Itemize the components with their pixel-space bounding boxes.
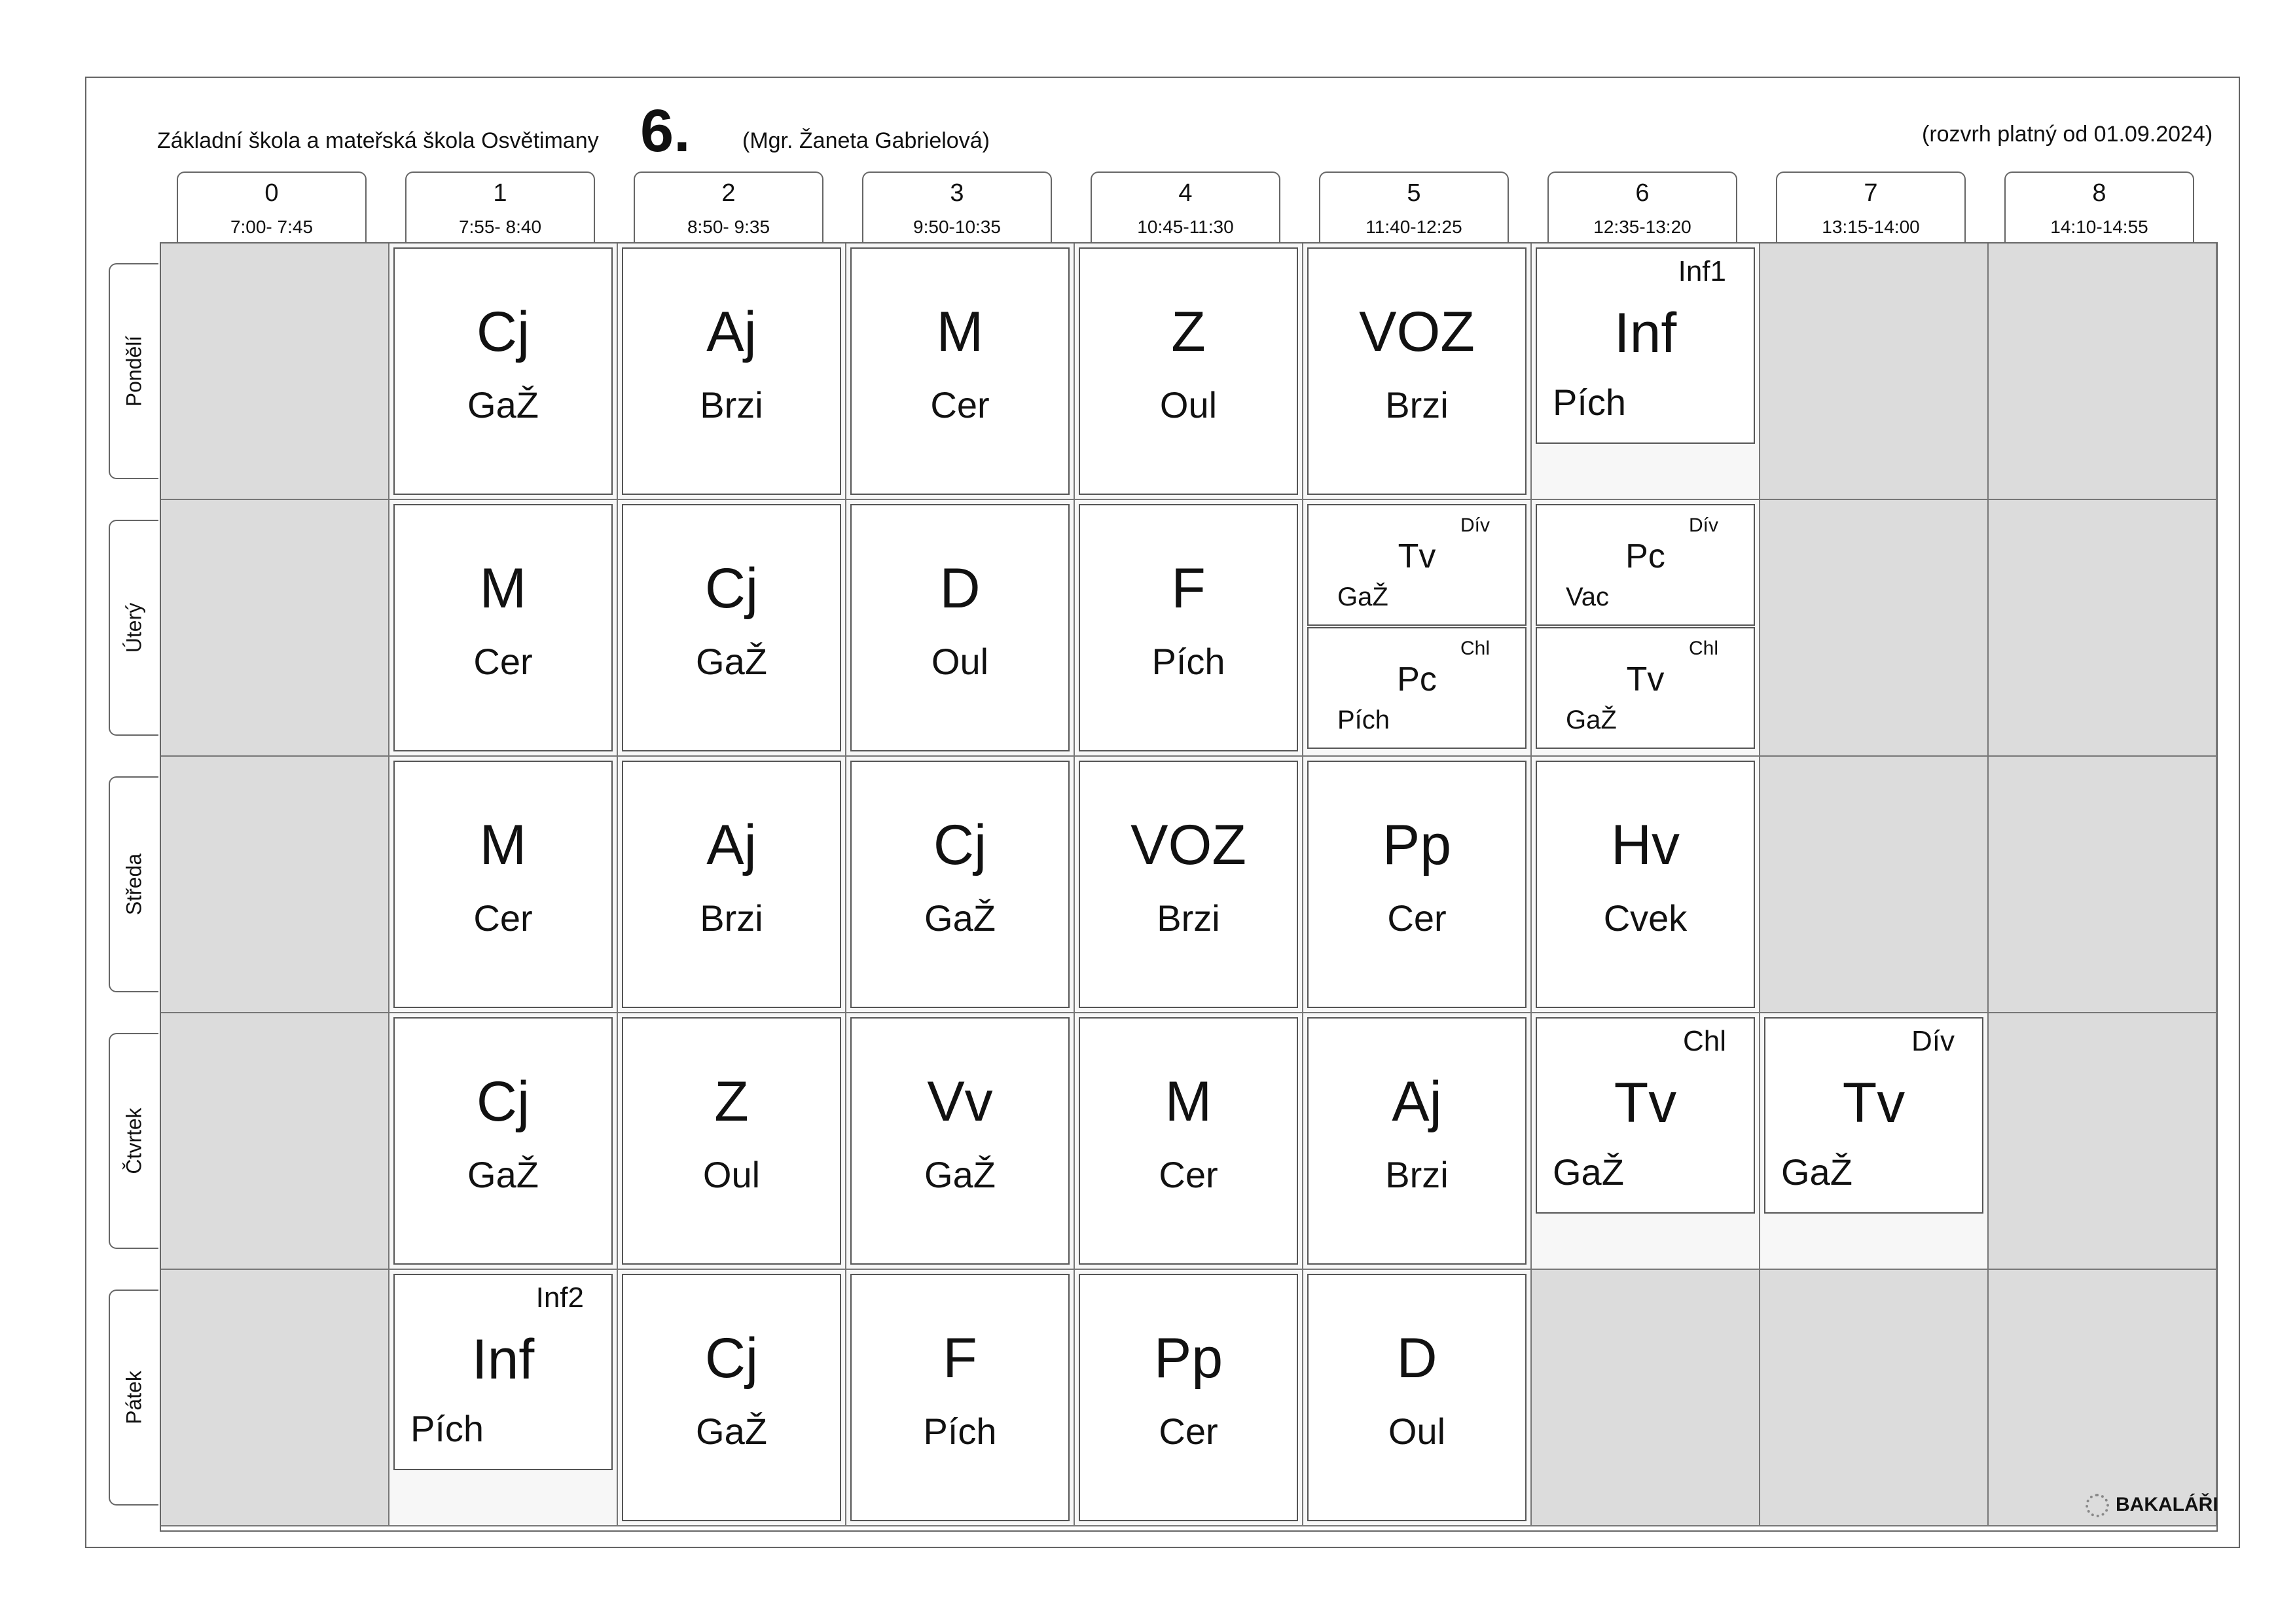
subject-label: Inf: [1614, 302, 1677, 365]
lesson-card[interactable]: [850, 247, 1070, 495]
period-header-1: [405, 171, 595, 244]
lesson-card[interactable]: [1307, 247, 1527, 495]
empty-cell: [1760, 1270, 1989, 1526]
period-number: 1: [493, 179, 507, 207]
lesson-card[interactable]: [1536, 761, 1755, 1008]
subject-label: Cj: [704, 557, 759, 620]
period-number: 2: [721, 179, 736, 207]
period-header-6: [1547, 171, 1737, 244]
valid-from: (rozvrh platný od 01.09.2024): [1922, 122, 2213, 147]
subject-label: Cj: [476, 300, 530, 363]
lesson-cell[interactable]: [1075, 757, 1303, 1013]
lesson-cell[interactable]: [846, 1270, 1075, 1526]
subject-label: Cj: [704, 1327, 759, 1390]
subject-label: Aj: [706, 814, 757, 876]
lesson-cell[interactable]: [1303, 1013, 1532, 1270]
lesson-card[interactable]: [850, 761, 1070, 1008]
empty-cell: [1532, 1270, 1760, 1526]
lesson-cell[interactable]: [389, 244, 618, 500]
period-time: 7:55- 8:40: [458, 217, 542, 237]
period-time: 12:35-13:20: [1593, 217, 1691, 237]
teacher-label: Oul: [1159, 384, 1218, 425]
period-header-0: [177, 171, 367, 244]
subject-label: Vv: [927, 1070, 993, 1133]
empty-cell: [161, 1013, 389, 1270]
period-header-4: [1091, 171, 1280, 244]
lesson-cell[interactable]: [618, 244, 846, 500]
teacher-label: Cer: [1159, 1154, 1218, 1195]
lesson-card[interactable]: [393, 504, 613, 751]
teacher-label: Brzi: [700, 384, 763, 425]
lesson-cell[interactable]: [846, 1013, 1075, 1270]
period-time: 7:00- 7:45: [230, 217, 314, 237]
teacher-label: GaŽ: [1566, 706, 1617, 734]
lesson-cell[interactable]: [1075, 500, 1303, 757]
teacher-label: Brzi: [1385, 384, 1449, 425]
lesson-card[interactable]: [622, 1274, 841, 1521]
teacher-label: Oul: [1388, 1411, 1446, 1452]
lesson-card[interactable]: [1536, 247, 1755, 444]
group-label: Inf2: [535, 1282, 584, 1314]
lesson-cell[interactable]: [389, 757, 618, 1013]
period-number: 0: [264, 179, 279, 207]
lesson-cell[interactable]: [618, 500, 846, 757]
teacher-label: Brzi: [1385, 1154, 1449, 1195]
class-teacher: (Mgr. Žaneta Gabrielová): [742, 128, 990, 153]
subject-label: F: [943, 1327, 977, 1390]
teacher-label: Brzi: [1157, 897, 1220, 939]
empty-cell: [161, 244, 389, 500]
teacher-label: Pích: [1337, 706, 1390, 734]
subject-label: Cj: [933, 814, 987, 876]
subject-label: Tv: [1614, 1072, 1677, 1134]
lesson-cell[interactable]: [389, 500, 618, 757]
group-label: Dív: [1460, 514, 1490, 536]
period-header-8: [2004, 171, 2194, 244]
day-name: Čtvrtek: [122, 1108, 146, 1174]
lesson-card[interactable]: [1764, 1017, 1983, 1214]
period-time: 13:15-14:00: [1822, 217, 1920, 237]
lesson-cell[interactable]: [1303, 244, 1532, 500]
subject-label: Tv: [1398, 537, 1436, 575]
teacher-label: Brzi: [700, 897, 763, 939]
lesson-cell[interactable]: [618, 757, 846, 1013]
period-number: 7: [1864, 179, 1878, 207]
teacher-label: Pích: [1553, 382, 1627, 423]
teacher-label: GaŽ: [467, 1154, 539, 1195]
subject-label: Aj: [1392, 1070, 1442, 1133]
lesson-cell[interactable]: [618, 1270, 846, 1526]
logo-text: BAKALÁŘI: [2116, 1494, 2218, 1515]
subject-label: VOZ: [1359, 300, 1475, 363]
day-label-0: [109, 263, 158, 479]
period-number: 6: [1635, 179, 1650, 207]
lesson-card[interactable]: [622, 504, 841, 751]
subject-label: F: [1171, 557, 1206, 620]
lesson-cell[interactable]: [1760, 1013, 1989, 1270]
empty-cell: [1989, 1270, 2217, 1526]
split-lesson[interactable]: [1307, 627, 1527, 749]
subject-label: Hv: [1610, 814, 1680, 876]
subject-label: VOZ: [1130, 814, 1246, 876]
lesson-card[interactable]: [1307, 1274, 1527, 1521]
subject-label: Cj: [476, 1070, 530, 1133]
empty-cell: [161, 500, 389, 757]
subject-label: M: [479, 557, 527, 620]
group-label: Dív: [1911, 1025, 1955, 1057]
lesson-cell[interactable]: [389, 1270, 618, 1526]
class-number: 6.: [640, 98, 691, 164]
lesson-cell[interactable]: [846, 500, 1075, 757]
lesson-card[interactable]: [1079, 1017, 1298, 1265]
lesson-card[interactable]: [622, 1017, 841, 1265]
lesson-cell[interactable]: [1532, 500, 1760, 757]
subject-label: Pc: [1625, 537, 1665, 575]
empty-cell: [1989, 1013, 2217, 1270]
lesson-cell[interactable]: [1075, 1270, 1303, 1526]
lesson-card[interactable]: [1536, 1017, 1755, 1214]
day-name: Středa: [122, 853, 146, 916]
lesson-card[interactable]: [393, 1274, 613, 1470]
lesson-card[interactable]: [850, 1017, 1070, 1265]
group-label: Chl: [1460, 638, 1490, 659]
teacher-label: Cvek: [1603, 897, 1688, 939]
empty-cell: [161, 1270, 389, 1526]
subject-label: Z: [714, 1070, 749, 1133]
empty-cell: [1989, 500, 2217, 757]
teacher-label: GaŽ: [696, 1411, 767, 1452]
teacher-label: Pích: [410, 1408, 484, 1449]
school-name: Základní škola a mateřská škola Osvětimany: [157, 128, 599, 153]
day-label-4: [109, 1290, 158, 1506]
subject-label: M: [479, 814, 527, 876]
period-time: 8:50- 9:35: [687, 217, 770, 237]
lesson-card[interactable]: [1079, 247, 1298, 495]
period-time: 10:45-11:30: [1137, 217, 1234, 237]
bakalari-logo: [2086, 1494, 2218, 1517]
group-label: Chl: [1682, 1025, 1726, 1057]
subject-label: Tv: [1842, 1072, 1906, 1134]
teacher-label: GaŽ: [1553, 1151, 1624, 1193]
lesson-card[interactable]: [622, 247, 841, 495]
empty-cell: [1760, 244, 1989, 500]
day-name: Úterý: [122, 602, 146, 653]
timetable-grid: [160, 242, 2218, 1532]
lesson-card[interactable]: [850, 504, 1070, 751]
teacher-label: GaŽ: [924, 897, 996, 939]
period-header-7: [1776, 171, 1966, 244]
subject-label: Pp: [1153, 1327, 1223, 1390]
period-header-5: [1319, 171, 1509, 244]
lesson-cell[interactable]: [1532, 1013, 1760, 1270]
split-lesson[interactable]: [1536, 627, 1755, 749]
day-label-1: [109, 520, 158, 736]
split-lesson[interactable]: [1307, 504, 1527, 626]
period-header-3: [862, 171, 1052, 244]
teacher-label: GaŽ: [696, 641, 767, 682]
split-lesson[interactable]: [1536, 504, 1755, 626]
bakalari-gear-icon: [2086, 1494, 2109, 1517]
lesson-card[interactable]: [393, 1017, 613, 1265]
lesson-cell[interactable]: [846, 244, 1075, 500]
period-time: 11:40-12:25: [1365, 217, 1462, 237]
subject-label: D: [939, 557, 981, 620]
lesson-cell[interactable]: [1303, 500, 1532, 757]
period-header-2: [634, 171, 823, 244]
teacher-label: Cer: [930, 384, 990, 425]
teacher-label: Cer: [1159, 1411, 1218, 1452]
lesson-card[interactable]: [393, 247, 613, 495]
lesson-card[interactable]: [1079, 761, 1298, 1008]
lesson-card[interactable]: [850, 1274, 1070, 1521]
lesson-cell[interactable]: [618, 1013, 846, 1270]
lesson-cell[interactable]: [1075, 244, 1303, 500]
period-time: 9:50-10:35: [913, 217, 1001, 237]
lesson-card[interactable]: [1079, 504, 1298, 751]
period-number: 3: [950, 179, 964, 207]
subject-label: Inf: [471, 1328, 535, 1391]
teacher-label: Vac: [1566, 583, 1609, 611]
teacher-label: Pích: [923, 1411, 997, 1452]
lesson-cell[interactable]: [1303, 757, 1532, 1013]
teacher-label: GaŽ: [467, 384, 539, 425]
group-label: Inf1: [1678, 255, 1726, 287]
lesson-cell[interactable]: [1303, 1270, 1532, 1526]
group-label: Chl: [1688, 638, 1718, 659]
subject-label: Pp: [1382, 814, 1452, 876]
empty-cell: [1989, 757, 2217, 1013]
lesson-card[interactable]: [1307, 1017, 1527, 1265]
period-number: 4: [1178, 179, 1193, 207]
period-time: 14:10-14:55: [2050, 217, 2148, 237]
group-label: Dív: [1689, 514, 1718, 536]
empty-cell: [161, 757, 389, 1013]
teacher-label: GaŽ: [1337, 583, 1388, 611]
teacher-label: GaŽ: [924, 1154, 996, 1195]
subject-label: Z: [1171, 300, 1206, 363]
day-name: Pátek: [122, 1371, 146, 1424]
teacher-label: Cer: [473, 897, 533, 939]
empty-cell: [1989, 244, 2217, 500]
teacher-label: Cer: [1387, 897, 1447, 939]
teacher-label: Pích: [1151, 641, 1225, 682]
period-number: 8: [2092, 179, 2106, 207]
empty-cell: [1760, 757, 1989, 1013]
lesson-cell[interactable]: [1532, 244, 1760, 500]
day-label-2: [109, 776, 158, 992]
lesson-cell[interactable]: [389, 1013, 618, 1270]
lesson-cell[interactable]: [1075, 1013, 1303, 1270]
period-number: 5: [1407, 179, 1421, 207]
teacher-label: Oul: [702, 1154, 761, 1195]
subject-label: Pc: [1397, 660, 1437, 698]
subject-label: D: [1396, 1327, 1437, 1390]
lesson-cell[interactable]: [846, 757, 1075, 1013]
subject-label: M: [1165, 1070, 1212, 1133]
teacher-label: Cer: [473, 641, 533, 682]
day-label-3: [109, 1033, 158, 1249]
teacher-label: GaŽ: [1781, 1151, 1852, 1193]
lesson-card[interactable]: [1307, 761, 1527, 1008]
lesson-card[interactable]: [1079, 1274, 1298, 1521]
subject-label: M: [936, 300, 984, 363]
lesson-card[interactable]: [393, 761, 613, 1008]
lesson-cell[interactable]: [1532, 757, 1760, 1013]
subject-label: Tv: [1626, 660, 1665, 698]
lesson-card[interactable]: [622, 761, 841, 1008]
teacher-label: Oul: [931, 641, 989, 682]
empty-cell: [1760, 500, 1989, 757]
day-name: Pondělí: [122, 335, 146, 407]
subject-label: Aj: [706, 300, 757, 363]
